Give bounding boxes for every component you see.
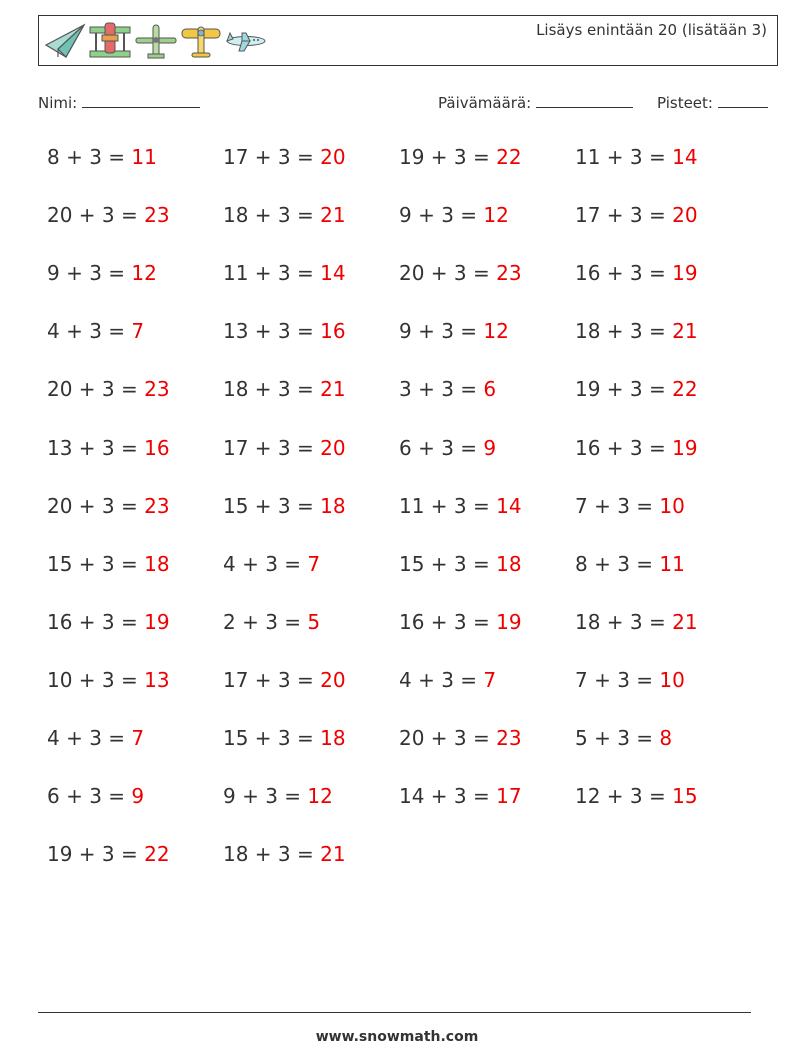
- problem-question: 20 + 3 =: [47, 203, 138, 228]
- problem-answer: 6: [483, 377, 497, 402]
- problem-question: 7 + 3 =: [575, 493, 654, 518]
- problem-item: [223, 726, 346, 750]
- problem-item: [223, 377, 346, 401]
- problem-item: [47, 668, 170, 692]
- problem-item: [223, 610, 320, 634]
- problem-item: [223, 784, 333, 808]
- problem-answer: 14: [672, 145, 698, 169]
- problem-item: [399, 377, 496, 401]
- problem-answer: 19: [672, 435, 698, 460]
- problem-answer: 23: [144, 493, 170, 518]
- problem-answer: 5: [307, 609, 321, 634]
- problem-question: 17 + 3 =: [223, 145, 314, 169]
- problem-question: 9 + 3 =: [47, 261, 126, 286]
- problem-question: 2 + 3 =: [223, 609, 302, 634]
- problem-answer: 20: [320, 435, 346, 460]
- problem-question: 18 + 3 =: [223, 203, 314, 228]
- problem-question: 19 + 3 =: [575, 377, 666, 402]
- problem-item: [223, 319, 346, 343]
- problem-question: 18 + 3 =: [575, 319, 666, 344]
- problem-question: 20 + 3 =: [399, 726, 490, 750]
- problem-question: 17 + 3 =: [223, 435, 314, 460]
- problem-question: 16 + 3 =: [575, 261, 666, 286]
- problem-question: 19 + 3 =: [47, 842, 138, 867]
- problem-question: 16 + 3 =: [399, 609, 490, 634]
- problem-item: [575, 436, 698, 460]
- problem-question: 15 + 3 =: [223, 726, 314, 750]
- problem-answer: 23: [496, 726, 522, 750]
- problem-question: 20 + 3 =: [47, 493, 138, 518]
- problem-item: [47, 377, 170, 401]
- problem-question: 10 + 3 =: [47, 667, 138, 692]
- problem-answer: 11: [131, 145, 157, 169]
- problem-question: 6 + 3 =: [47, 784, 126, 809]
- problem-answer: 20: [320, 145, 346, 169]
- date-blank: [536, 93, 633, 108]
- problem-item: [223, 494, 346, 518]
- problem-answer: 7: [131, 726, 145, 750]
- problem-item: [575, 668, 685, 692]
- problem-item: [399, 145, 522, 169]
- problem-answer: 20: [672, 203, 698, 228]
- problem-answer: 12: [131, 261, 157, 286]
- problem-answer: 20: [320, 667, 346, 692]
- problem-item: [223, 436, 346, 460]
- problem-item: [47, 261, 157, 285]
- problem-item: [223, 261, 346, 285]
- problem-item: [575, 319, 698, 343]
- problem-answer: 21: [320, 377, 346, 402]
- problem-question: 4 + 3 =: [223, 551, 302, 576]
- date-field: [438, 93, 633, 112]
- problem-question: 18 + 3 =: [575, 609, 666, 634]
- problem-item: [47, 726, 144, 750]
- problem-item: [399, 494, 522, 518]
- problem-answer: 22: [144, 842, 170, 867]
- propeller-plane-icon: [134, 21, 178, 61]
- header-icons: [44, 20, 268, 62]
- problem-item: [575, 784, 698, 808]
- problem-answer: 10: [659, 667, 685, 692]
- problem-item: [399, 726, 522, 750]
- problem-question: 20 + 3 =: [399, 261, 490, 286]
- problem-item: [399, 261, 522, 285]
- problem-item: [399, 784, 522, 808]
- problem-item: [223, 203, 346, 227]
- date-label: Päivämäärä:: [438, 94, 532, 112]
- problem-answer: 7: [131, 319, 145, 344]
- problem-answer: 13: [144, 667, 170, 692]
- yellow-plane-icon: [180, 21, 222, 61]
- problem-answer: 14: [320, 261, 346, 286]
- problem-answer: 18: [496, 551, 522, 576]
- problem-item: [575, 377, 698, 401]
- problem-answer: 23: [496, 261, 522, 286]
- problem-question: 12 + 3 =: [575, 784, 666, 809]
- problem-answer: 19: [496, 609, 522, 634]
- problem-question: 11 + 3 =: [575, 145, 666, 169]
- problem-item: [47, 319, 144, 343]
- problem-answer: 19: [672, 261, 698, 286]
- problem-answer: 14: [496, 493, 522, 518]
- problem-answer: 16: [320, 319, 346, 344]
- problem-question: 9 + 3 =: [399, 319, 478, 344]
- problem-answer: 18: [320, 726, 346, 750]
- problem-item: [575, 145, 698, 169]
- worksheet-title: Lisäys enintään 20 (lisätään 3): [536, 21, 767, 39]
- problem-item: [223, 842, 346, 866]
- problem-item: [223, 145, 346, 169]
- problem-answer: 21: [320, 203, 346, 228]
- problem-item: [575, 610, 698, 634]
- problem-answer: 17: [496, 784, 522, 809]
- problem-answer: 19: [144, 609, 170, 634]
- problem-item: [399, 203, 509, 227]
- problem-answer: 23: [144, 203, 170, 228]
- problem-answer: 7: [307, 551, 321, 576]
- problem-answer: 15: [672, 784, 698, 809]
- problem-item: [47, 842, 170, 866]
- problem-question: 5 + 3 =: [575, 726, 654, 750]
- problem-item: [575, 494, 685, 518]
- problem-question: 11 + 3 =: [399, 493, 490, 518]
- problem-answer: 22: [672, 377, 698, 402]
- problem-answer: 9: [483, 435, 497, 460]
- problem-answer: 21: [672, 319, 698, 344]
- problem-question: 20 + 3 =: [47, 377, 138, 402]
- problem-item: [575, 552, 685, 576]
- problem-answer: 12: [483, 203, 509, 228]
- problem-answer: 22: [496, 145, 522, 169]
- paper-plane-icon: [44, 21, 86, 61]
- problem-answer: 12: [483, 319, 509, 344]
- problem-question: 15 + 3 =: [399, 551, 490, 576]
- problem-answer: 9: [131, 784, 145, 809]
- problem-item: [399, 319, 509, 343]
- problem-answer: 7: [483, 667, 497, 692]
- problem-item: [399, 610, 522, 634]
- problem-item: [47, 145, 157, 169]
- name-field: [38, 93, 200, 112]
- problem-answer: 21: [672, 609, 698, 634]
- score-blank: [718, 93, 768, 108]
- problem-item: [47, 436, 170, 460]
- problem-item: [399, 436, 496, 460]
- problem-question: 16 + 3 =: [47, 609, 138, 634]
- problem-item: [223, 668, 346, 692]
- problem-question: 13 + 3 =: [223, 319, 314, 344]
- problem-item: [47, 203, 170, 227]
- problem-question: 17 + 3 =: [575, 203, 666, 228]
- footer-url: www.snowmath.com: [315, 1029, 479, 1045]
- problem-question: 14 + 3 =: [399, 784, 490, 809]
- problem-answer: 16: [144, 435, 170, 460]
- footer-divider: [38, 1012, 751, 1013]
- problem-question: 9 + 3 =: [223, 784, 302, 809]
- problem-question: 15 + 3 =: [47, 551, 138, 576]
- problem-question: 8 + 3 =: [47, 145, 126, 169]
- score-field: [657, 93, 768, 112]
- problem-item: [47, 494, 170, 518]
- problem-question: 9 + 3 =: [399, 203, 478, 228]
- problem-answer: 10: [659, 493, 685, 518]
- problem-item: [47, 610, 170, 634]
- name-blank: [82, 93, 200, 108]
- jet-plane-icon: [224, 21, 268, 61]
- problem-question: 18 + 3 =: [223, 377, 314, 402]
- problem-question: 15 + 3 =: [223, 493, 314, 518]
- problem-question: 3 + 3 =: [399, 377, 478, 402]
- problem-question: 6 + 3 =: [399, 435, 478, 460]
- problem-item: [47, 552, 170, 576]
- problem-question: 4 + 3 =: [47, 726, 126, 750]
- problem-answer: 18: [320, 493, 346, 518]
- problem-question: 4 + 3 =: [399, 667, 478, 692]
- problem-question: 18 + 3 =: [223, 842, 314, 867]
- problem-answer: 11: [659, 551, 685, 576]
- problem-item: [223, 552, 320, 576]
- problem-item: [399, 668, 496, 692]
- problem-question: 16 + 3 =: [575, 435, 666, 460]
- problem-answer: 8: [659, 726, 673, 750]
- problem-item: [575, 726, 672, 750]
- problem-item: [575, 203, 698, 227]
- problem-question: 13 + 3 =: [47, 435, 138, 460]
- problem-item: [47, 784, 144, 808]
- problem-question: 4 + 3 =: [47, 319, 126, 344]
- problem-answer: 21: [320, 842, 346, 867]
- biplane-icon: [88, 21, 132, 61]
- problem-question: 7 + 3 =: [575, 667, 654, 692]
- problem-item: [399, 552, 522, 576]
- problem-question: 11 + 3 =: [223, 261, 314, 286]
- problem-answer: 23: [144, 377, 170, 402]
- problem-question: 17 + 3 =: [223, 667, 314, 692]
- score-label: Pisteet:: [657, 94, 713, 112]
- problem-item: [575, 261, 698, 285]
- problem-question: 19 + 3 =: [399, 145, 490, 169]
- name-label: Nimi:: [38, 94, 78, 112]
- problem-answer: 12: [307, 784, 333, 809]
- problem-question: 8 + 3 =: [575, 551, 654, 576]
- problem-answer: 18: [144, 551, 170, 576]
- worksheet-header: [38, 15, 778, 66]
